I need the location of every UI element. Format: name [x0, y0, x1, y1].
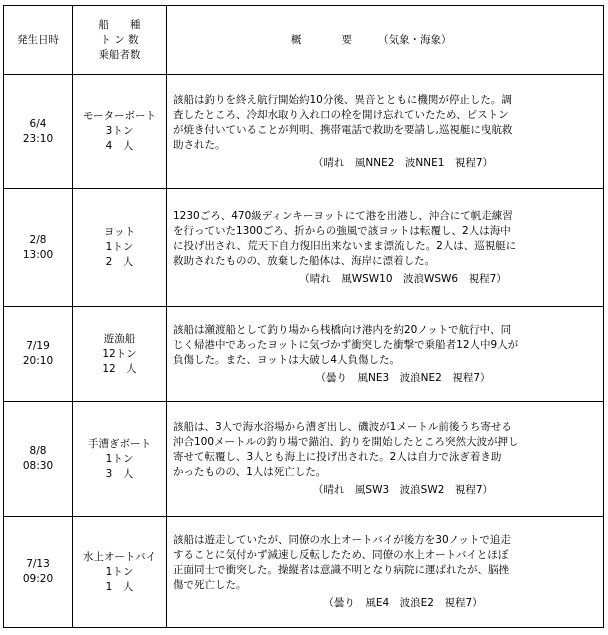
ship-type: モーターボート — [82, 110, 157, 122]
header-ship-cell — [73, 6, 167, 75]
weather-conditions: （曇り 風NE3 波浪NE2 視程7） — [315, 371, 491, 384]
tonnage: 3トン — [105, 125, 134, 137]
incident-date: 6/4 — [29, 117, 47, 130]
ship-cell — [73, 189, 167, 307]
summary-text — [173, 420, 593, 480]
summary-text — [173, 93, 593, 153]
date-cell — [4, 517, 73, 628]
header-summary-label-2: 要 — [341, 33, 352, 46]
summary-line: じく帰港中であったヨットに気づかず衝突した衝撃で乗船者12人中9人が — [173, 338, 519, 351]
table-row — [4, 517, 604, 628]
incident-date: 2/8 — [29, 233, 47, 246]
header-date-label: 発生日時 — [17, 33, 59, 46]
persons: 1 人 — [105, 580, 134, 593]
tonnage: 1トン — [105, 452, 134, 465]
summary-line: 査したところ、冷却水取り入れ口の栓を開け忘れていたため、ピストン — [173, 108, 509, 121]
weather-conditions: （晴れ 風WSW10 波浪WSW6 視程7） — [299, 272, 507, 285]
incident-time: 20:10 — [22, 355, 54, 367]
summary-text — [173, 533, 593, 593]
table-row — [4, 307, 604, 402]
incident-time: 13:00 — [22, 248, 54, 261]
summary-cell — [167, 307, 604, 402]
summary-text — [173, 209, 593, 269]
header-date-cell — [4, 6, 73, 75]
table-row — [4, 75, 604, 189]
summary-line: 正面同士で衝突した。操縦者は意識不明となり病院に運ばれたが、脳挫 — [173, 564, 509, 576]
summary-line: が焼き付いていることが判明、携帯電話で救助を要請し,巡視艇に曳航救 — [173, 123, 513, 136]
summary-line: 沖合100メートルの釣り場で錨泊、釣りを開始したところ突然大波が押し — [173, 436, 519, 448]
ship-type: ヨット — [103, 226, 136, 238]
weather-conditions: （曇り 風E4 波浪E2 視程7） — [323, 597, 483, 609]
date-cell — [4, 402, 73, 517]
date-cell — [4, 75, 73, 189]
ship-cell — [73, 307, 167, 402]
header-summary-cell — [167, 6, 604, 75]
incident-table — [3, 5, 604, 628]
summary-line: を行っていた1300ごろ、折からの強風で該ヨットは転覆し、2人は海中 — [173, 224, 511, 237]
incident-date: 7/13 — [26, 558, 50, 570]
tonnage: 1トン — [105, 241, 134, 253]
ship-cell — [73, 75, 167, 189]
summary-line: に投げ出され、荒天下自力復旧出来ないまま漂流した。2人は、巡視艇に — [173, 239, 517, 252]
header-conditions-label: （気象・海象） — [378, 33, 452, 46]
summary-text — [173, 323, 593, 368]
summary-cell — [167, 189, 604, 307]
date-cell — [4, 307, 73, 402]
summary-line: かったものの、1人は死亡した。 — [173, 466, 327, 478]
incident-time: 08:30 — [22, 460, 54, 472]
incident-time: 23:10 — [22, 132, 54, 145]
weather-conditions: （晴れ 風NNE2 波NNE1 視程7） — [312, 156, 494, 169]
summary-line: 該船は瀬渡船として釣り場から桟橋向け港内を約20ノットで航行中、同 — [173, 323, 512, 336]
persons: 4 人 — [105, 140, 134, 152]
incident-date: 7/19 — [26, 340, 50, 352]
summary-cell — [167, 75, 604, 189]
header-persons-label: 乗船者数 — [98, 48, 141, 61]
summary-line: 該船は、3人で海水浴場から漕ぎ出し、磯波が1メートル前後うち寄せる — [173, 421, 512, 433]
incident-date: 8/8 — [29, 445, 47, 457]
tonnage: 1トン — [105, 565, 134, 578]
summary-line: 該船は遊走していたが、同僚の水上オートバイが後方を30ノットで追走 — [173, 534, 511, 546]
weather-conditions: （晴れ 風SW3 波浪SW2 視程7） — [312, 484, 494, 496]
summary-line: 該船は釣りを終え航行開始約10分後、異音とともに機関が停止した。調 — [173, 93, 512, 106]
ship-type: 手漕ぎボート — [88, 437, 151, 450]
table-row — [4, 189, 604, 307]
table-row — [4, 402, 604, 517]
summary-line: 寄せて転覆し、3人とも海上に投げ出された。2人は自力で泳ぎ着き助 — [173, 451, 502, 463]
summary-line: 負傷した。また、ヨットは大破し4人負傷した。 — [173, 353, 400, 366]
header-summary-label: 概 — [291, 33, 302, 46]
summary-line: 1230ごろ、470級ディンキーヨットにて港を出港し、沖合にて帆走練習 — [173, 209, 513, 222]
persons: 3 人 — [105, 467, 134, 480]
header-tonnage-label: ト ン 数 — [100, 33, 139, 46]
ship-type: 遊漁船 — [103, 332, 136, 345]
header-row — [4, 6, 604, 75]
date-cell — [4, 189, 73, 307]
summary-line: 傷で死亡した。 — [173, 579, 247, 591]
summary-cell — [167, 517, 604, 628]
ship-cell — [73, 517, 167, 628]
summary-cell — [167, 402, 604, 517]
summary-line: することに気付かず減速し反転したため、同僚の水上オートバイとほぼ — [173, 549, 509, 561]
tonnage: 12トン — [102, 347, 137, 360]
persons: 12 人 — [102, 362, 137, 375]
summary-line: 救助されたものの、放棄した船体は、海岸に漂着した。 — [173, 254, 436, 267]
header-ship-type-label: 船 種 — [98, 18, 141, 31]
ship-type: 水上オートバイ — [82, 550, 157, 563]
incident-time: 09:20 — [22, 573, 54, 585]
persons: 2 人 — [105, 256, 134, 268]
ship-cell — [73, 402, 167, 517]
summary-line: 助された。 — [173, 138, 226, 151]
